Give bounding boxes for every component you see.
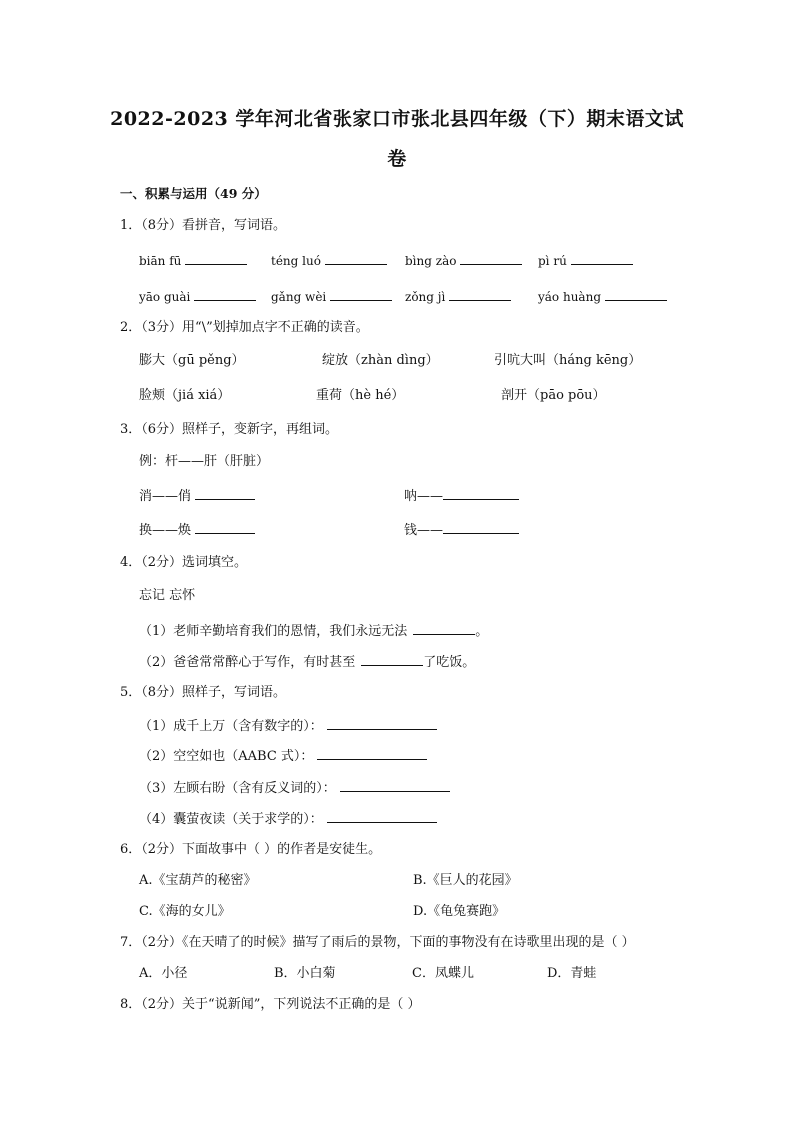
answer-blank[interactable] [195,521,255,534]
question-2-stem: 2．（3分）用“\”划掉加点字不正确的读音。 [120,320,369,335]
q2-item[interactable]: 剖开（pāo pōu） [501,388,606,403]
q4-word-choices: 忘记 忘怀 [139,588,196,603]
q4-sentence-1: （1）老师辛勤培育我们的恩情，我们永远无法 。 [139,624,489,639]
section-heading: 一、积累与运用（49 分） [120,186,267,201]
answer-blank[interactable] [340,779,450,792]
q6-option-b[interactable]: B.《巨人的花园》 [413,873,518,888]
answer-blank[interactable] [327,717,437,730]
q7-option-c[interactable]: C．凤蝶儿 [412,966,474,981]
question-7-stem: 7．（2分）《在天晴了的时候》描写了雨后的景物，下面的事物没有在诗歌里出现的是（ ） [120,935,635,950]
answer-blank[interactable] [327,810,437,823]
q5-item: （1）成千上万（含有数字的）： [139,717,437,735]
question-5-stem: 5．（8分）照样子，写词语。 [120,685,287,700]
q5-item: （4）囊萤夜读（关于求学的）： [139,810,437,828]
q1-item: zǒng jì [405,288,511,305]
q6-option-a[interactable]: A.《宝葫芦的秘密》 [139,873,257,888]
answer-blank[interactable] [317,747,427,760]
q6-option-d[interactable]: D.《龟兔赛跑》 [413,904,506,919]
q1-item: téng luó [271,252,387,269]
q2-item[interactable]: 重荷（hè hé） [316,388,405,403]
q1-item: yāo guài [139,288,256,305]
question-4-stem: 4．（2分）选词填空。 [120,555,248,570]
answer-blank[interactable] [325,252,387,265]
q1-item: yáo huàng [538,288,667,305]
answer-blank[interactable] [443,521,519,534]
q7-option-a[interactable]: A．小径 [139,966,188,981]
q5-item: （3）左顾右盼（含有反义词的）： [139,779,450,797]
q2-item[interactable]: 脸颊（jiá xiá） [139,388,231,403]
answer-blank[interactable] [361,653,423,666]
q1-item: pì rú [538,252,633,269]
q2-item[interactable]: 绽放（zhàn dìng） [322,353,439,368]
answer-blank[interactable] [443,487,519,500]
exam-title-line2: 卷 [387,148,407,170]
answer-blank[interactable] [413,622,475,635]
answer-blank[interactable] [185,252,247,265]
q2-item[interactable]: 引吭大叫（háng kēng） [494,353,642,368]
answer-blank[interactable] [195,487,255,500]
q1-item: biān fū [139,252,247,269]
answer-blank[interactable] [449,288,511,301]
question-3-stem: 3．（6分）照样子，变新字，再组词。 [120,422,339,437]
q2-item[interactable]: 膨大（gū pěng） [139,353,245,368]
question-6-stem: 6．（2分）下面故事中（ ）的作者是安徒生。 [120,842,382,857]
q3-item: 钱—— [404,521,519,539]
answer-blank[interactable] [460,252,522,265]
q3-example: 例：杆——肝（肝脏） [139,454,270,469]
exam-title-line1: 2022-2023 学年河北省张家口市张北县四年级（下）期末语文试 [110,108,684,130]
q7-option-d[interactable]: D．青蛙 [547,966,597,981]
q3-item: 呐—— [404,487,519,505]
q6-option-c[interactable]: C.《海的女儿》 [139,904,231,919]
answer-blank[interactable] [330,288,392,301]
answer-blank[interactable] [605,288,667,301]
q3-item: 换——焕 [139,521,255,539]
question-8-stem: 8．（2分）关于“说新闻”，下列说法不正确的是（ ） [120,997,421,1012]
question-1-stem: 1．（8分）看拼音，写词语。 [120,218,287,233]
answer-blank[interactable] [194,288,256,301]
q3-item: 消——俏 [139,487,255,505]
q5-item: （2）空空如也（AABC 式）： [139,747,427,765]
q4-sentence-2: （2）爸爸常常醉心于写作，有时甚至 了吃饭。 [139,655,476,670]
answer-blank[interactable] [571,252,633,265]
q1-item: bìng zào [405,252,522,269]
q1-item: gǎng wèi [271,288,392,305]
q7-option-b[interactable]: B．小白菊 [274,966,336,981]
